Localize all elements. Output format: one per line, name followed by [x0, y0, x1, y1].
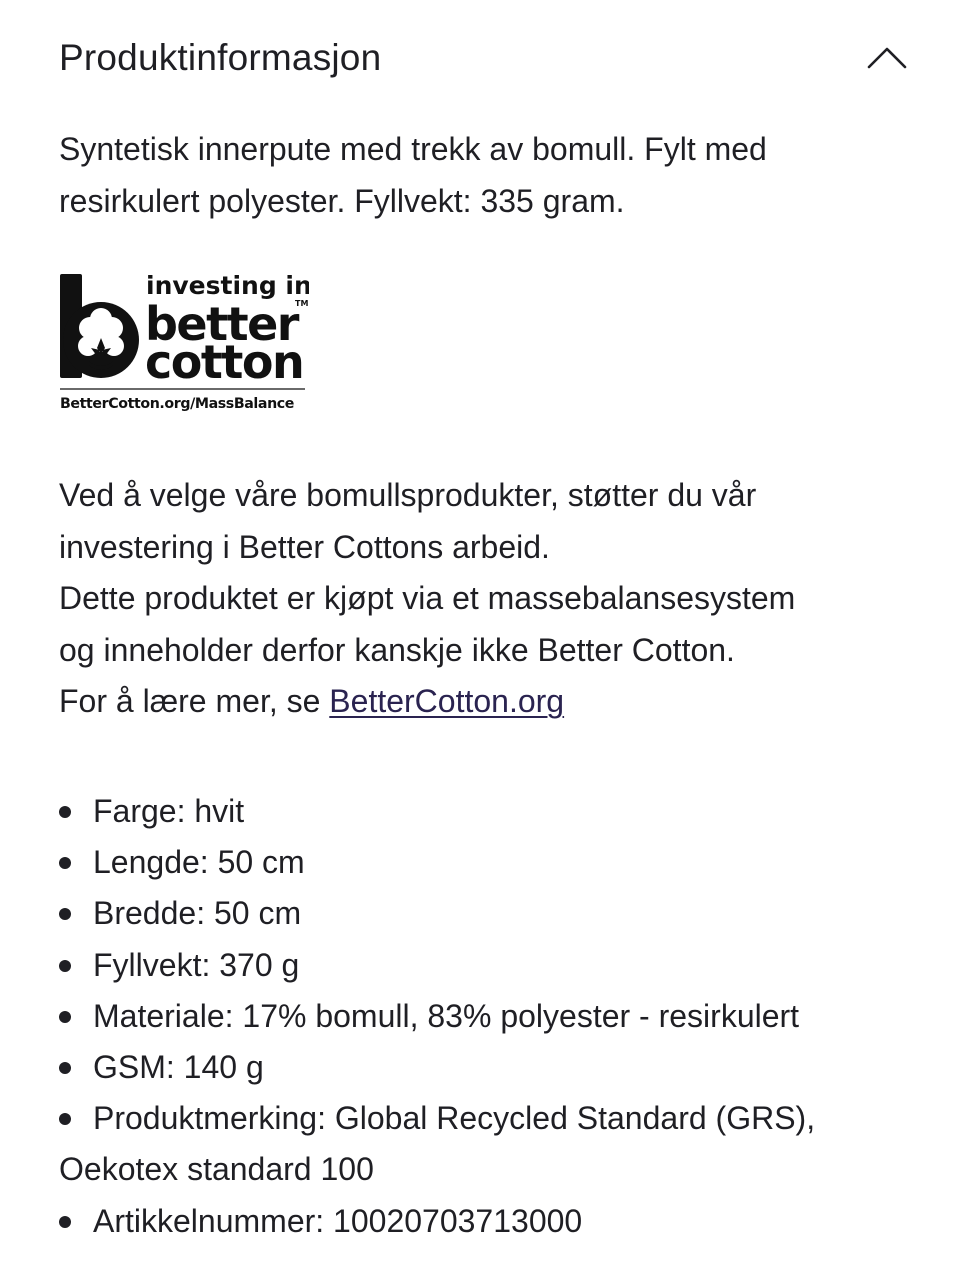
spec-fyllvekt: Fyllvekt: 370 g [93, 946, 300, 983]
list-item [59, 1196, 939, 1247]
logo-text-cotton: cotton [145, 335, 304, 389]
description-line-2: resirkulert polyester. Fyllvekt: 335 gram. [59, 182, 625, 219]
spec-produktmerking-cont: Oekotex standard 100 [59, 1151, 374, 1188]
bullet-icon [59, 908, 71, 920]
bullet-icon [59, 857, 71, 869]
bc-line-1: Ved å velge våre bomullsprodukter, støtter du vår [59, 477, 757, 513]
bc-line-5-prefix: For å lære mer, se [59, 683, 330, 719]
list-item [59, 786, 939, 837]
accordion-header-produktinformasjon[interactable] [59, 30, 909, 86]
bc-line-2: investering i Better Cottons arbeid. [59, 528, 550, 565]
spec-lengde: Lengde: 50 cm [93, 844, 305, 881]
better-cotton-logo [59, 268, 309, 414]
spec-produktmerking: Produktmerking: Global Recycled Standard (GRS), [93, 1100, 816, 1137]
spec-bredde: Bredde: 50 cm [93, 895, 302, 932]
logo-text-investing-in: investing in [146, 271, 309, 300]
bettercotton-link[interactable]: BetterCotton.org [329, 683, 565, 719]
bullet-icon [59, 1062, 71, 1074]
list-item-continuation [59, 1144, 939, 1195]
list-item [59, 1093, 939, 1144]
bullet-icon [59, 1113, 71, 1125]
bc-line-4: og inneholder derfor kanskje ikke Better Cotton. [59, 631, 735, 668]
spec-materiale: Materiale: 17% bomull, 83% polyester - resirkulert [93, 997, 800, 1034]
logo-trademark: TM [295, 299, 309, 308]
logo-url-text: BetterCotton.org/MassBalance [60, 396, 294, 412]
list-item [59, 837, 939, 888]
product-description [59, 124, 919, 227]
chevron-up-icon[interactable] [867, 38, 907, 78]
better-cotton-info [59, 470, 929, 728]
bullet-icon [59, 806, 71, 818]
spec-artikkelnummer: Artikkelnummer: 10020703713000 [93, 1202, 583, 1239]
logo-text-better: better [145, 297, 298, 351]
accordion-title: Produktinformasjon [59, 37, 382, 78]
bullet-icon [59, 960, 71, 972]
description-line-1: Syntetisk innerpute med trekk av bomull. Fylt med [59, 131, 767, 167]
bc-line-3: Dette produktet er kjøpt via et massebalansesystem [59, 580, 796, 616]
spec-gsm: GSM: 140 g [93, 1049, 264, 1086]
bc-line-5 [59, 676, 929, 728]
spec-farge: Farge: hvit [93, 793, 245, 829]
list-item [59, 1042, 939, 1093]
product-spec-list [59, 786, 939, 1247]
list-item [59, 888, 939, 939]
bullet-icon [59, 1011, 71, 1023]
list-item [59, 940, 939, 991]
bullet-icon [59, 1216, 71, 1228]
list-item [59, 991, 939, 1042]
